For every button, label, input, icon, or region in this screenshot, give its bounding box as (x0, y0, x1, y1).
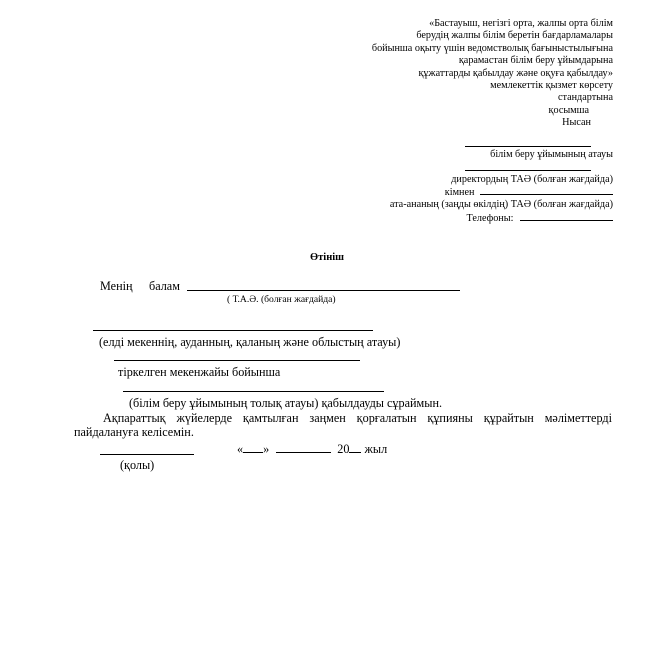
consent-paragraph (74, 411, 612, 439)
organization-name-blank (123, 391, 384, 392)
org-name-caption: білім беру ұйымының атауы (490, 149, 613, 160)
header-line-1: «Бастауыш, негізгі орта, жалпы орта білім (429, 18, 613, 29)
registered-address-text: тіркелген мекенжайы бойынша (118, 365, 281, 379)
date-row (237, 442, 387, 456)
form-header-annex (372, 18, 613, 130)
phone-label: Телефоны: (466, 213, 514, 224)
signature-blank (100, 454, 194, 455)
consent-text: Ақпараттық жүйелерде қамтылған заңмен қорғалатын құпияны құрайтын мәліметтерді пайдалануға келісемін. (74, 411, 612, 439)
org-name-blank (465, 146, 591, 147)
from-row (445, 186, 613, 199)
phone-row (467, 212, 613, 225)
month-blank (276, 442, 331, 453)
child-name-blank (187, 290, 460, 291)
address-blank (93, 330, 373, 331)
year-suffix: жыл (364, 442, 388, 456)
director-caption: директордың ТАӘ (болған жағдайда) (451, 174, 613, 185)
header-line-8: қосымша (548, 104, 589, 116)
header-line-6: мемлекеттік қызмет көрсету (490, 80, 613, 92)
header-line-4: қарамастан білім беру ұйымдарына (458, 55, 613, 67)
year-prefix: 20 (337, 442, 350, 456)
date-open-quote: « (237, 442, 244, 456)
address-caption: (елді мекеннің, ауданның, қаланың және облыстың атауы) (99, 335, 401, 349)
document-title: Өтініш (309, 252, 345, 263)
from-label: кімнен (444, 187, 475, 198)
day-blank (243, 442, 263, 453)
organization-caption: (білім беру ұйымының толық атауы) қабылдауды сұраймын. (129, 396, 443, 410)
header-line-3: бойынша оқыту үшін ведомстволық бағыныстылығына (371, 42, 613, 54)
registered-address-blank (114, 360, 360, 361)
date-close-quote: » (263, 442, 270, 456)
from-blank (480, 186, 613, 195)
year-blank (349, 442, 361, 453)
header-line-7: стандартына (557, 92, 613, 104)
parent-caption: ата-ананың (заңды өкілдің) ТАӘ (болған жағдайда) (389, 199, 613, 210)
director-name-blank (465, 170, 591, 171)
form-label: Нысан (562, 117, 591, 129)
my-label: Менің (100, 279, 133, 293)
header-line-5: құжаттарды қабылдау және оқуға қабылдау» (418, 67, 613, 79)
signature-caption: (қолы) (120, 458, 155, 472)
child-name-caption: ( Т.А.Ә. (болған жағдайда) (227, 294, 336, 305)
child-label: балам (149, 279, 180, 293)
phone-blank (520, 212, 613, 221)
header-line-2: берудің жалпы білім беретін бағдарламалары (416, 30, 613, 42)
